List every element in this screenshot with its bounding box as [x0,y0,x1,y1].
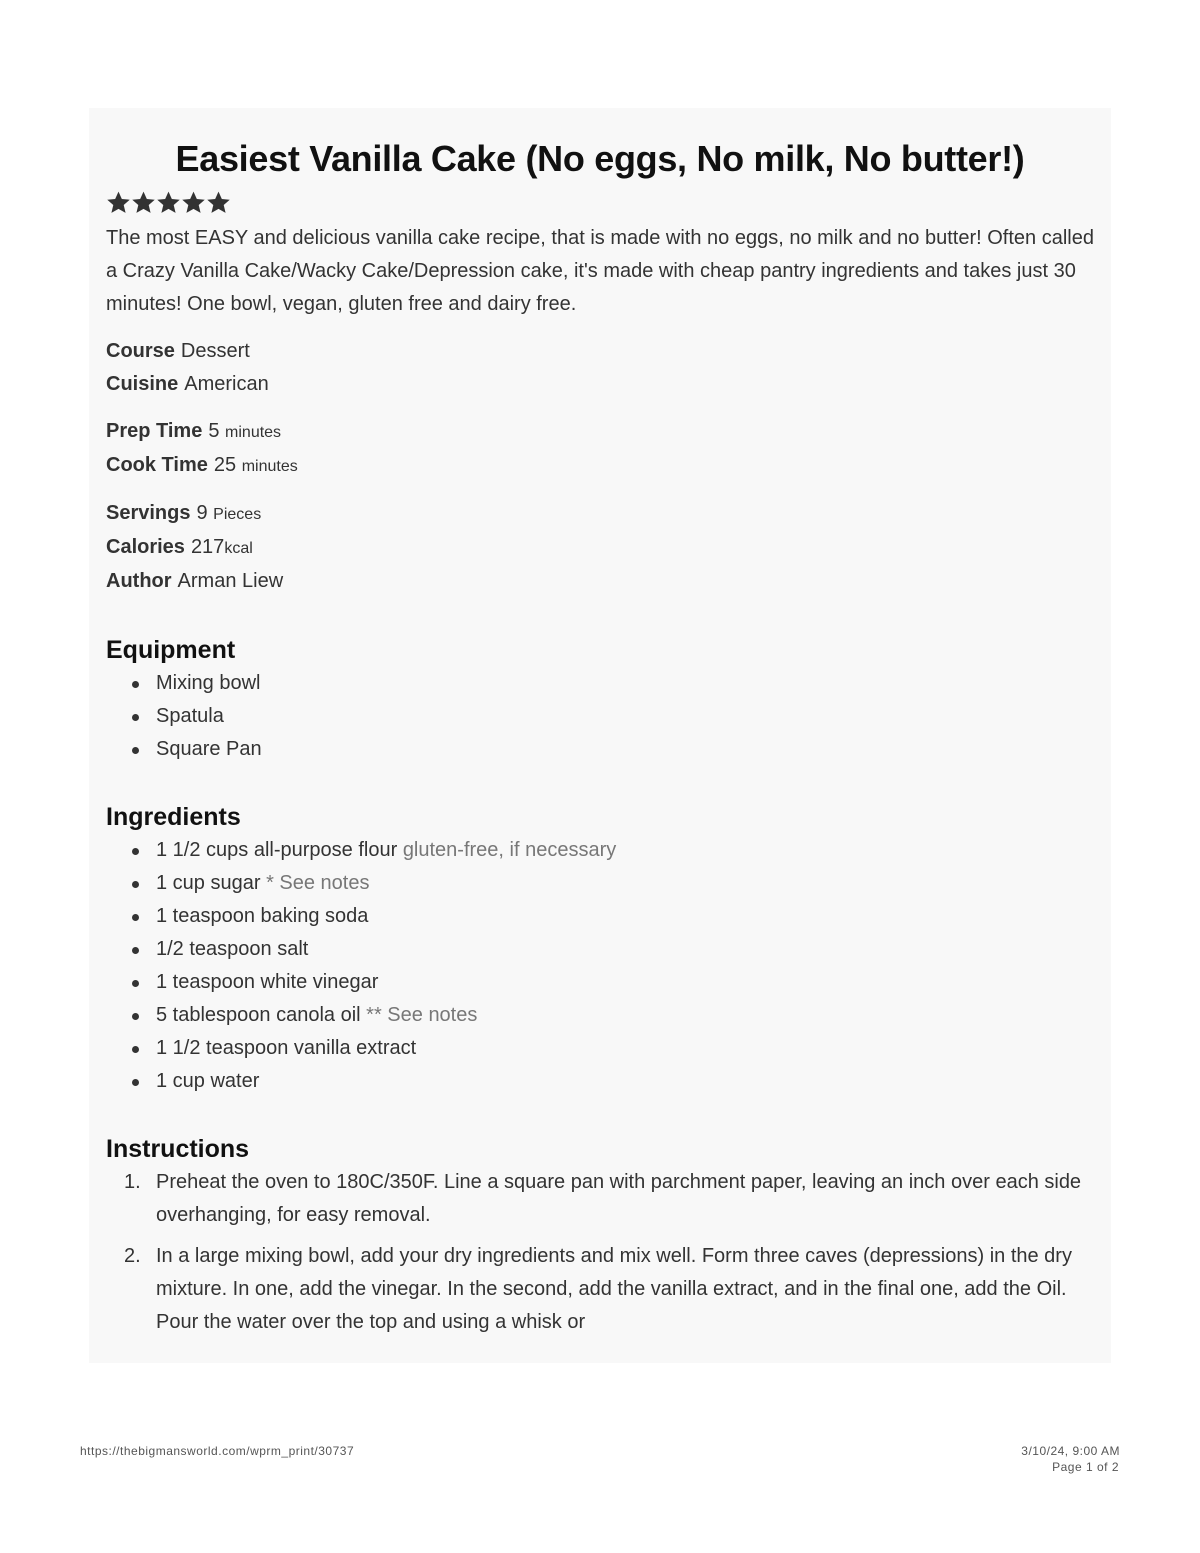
footer-page-number: Page 1 of 2 [1052,1460,1119,1474]
ingredients-section [106,800,1094,1098]
meta-prep-time [106,415,1094,449]
course-value: Dessert [180,340,250,362]
cook-time-value: 25 [213,454,237,476]
star-icon [181,190,206,215]
meta-course-cuisine [106,335,1094,401]
instruction-step [106,1166,1094,1232]
ingredient-text: 1 1/2 teaspoon vanilla extract [156,1037,417,1059]
ingredient-item [106,966,1094,999]
servings-unit: Pieces [213,506,262,523]
ingredient-text: 1 teaspoon white vinegar [156,971,379,993]
equipment-heading: Equipment [106,636,236,664]
star-icon [206,190,231,215]
equipment-list [106,667,1094,766]
recipe-card [89,108,1111,1363]
ingredient-text: 1/2 teaspoon salt [156,938,309,960]
meta-times [106,415,1094,483]
ingredient-item [106,999,1094,1032]
equipment-item: Spatula [106,700,1094,733]
meta-servings-calories-author [106,497,1094,598]
footer-datetime: 3/10/24, 9:00 AM [1021,1444,1120,1458]
ingredient-text: 1 teaspoon baking soda [156,905,369,927]
ingredient-text: 5 tablespoon canola oil [156,1004,361,1026]
meta-cuisine [106,368,1094,401]
cuisine-label: Cuisine [106,373,179,395]
cook-time-unit: minutes [241,458,298,475]
equipment-item: Mixing bowl [106,667,1094,700]
step-text: Preheat the oven to 180C/350F. Line a square pan with parchment paper, leaving an inch over each side overhanging, for easy removal. [156,1171,1082,1226]
ingredient-item [106,867,1094,900]
servings-value: 9 [196,502,208,524]
ingredient-note: * See notes [266,872,370,894]
footer-url[interactable]: https://thebigmansworld.com/wprm_print/30737 [80,1444,355,1458]
meta-calories [106,531,1094,565]
step-number: 2. [124,1245,141,1267]
equipment-section [106,633,1094,766]
prep-time-label: Prep Time [106,420,203,442]
ingredient-text: 1 1/2 cups all-purpose flour [156,839,398,861]
ingredient-item [106,933,1094,966]
recipe-title: Easiest Vanilla Cake (No eggs, No milk, No butter!) [175,138,1025,179]
star-icon [156,190,181,215]
instructions-heading: Instructions [106,1135,250,1163]
step-text: In a large mixing bowl, add your dry ingredients and mix well. Form three caves (depressions) in the dry mixture. In one, add the vinegar. In the second, add the vanilla extract, and in the final one, add the Oil. Pour the water over the top and using a whisk or [156,1245,1072,1333]
ingredient-text: 1 cup water [156,1070,260,1092]
equipment-item: Square Pan [106,733,1094,766]
author-value: Arman Liew [177,570,284,592]
calories-unit: kcal [224,540,253,557]
ingredients-heading: Ingredients [106,803,241,831]
instructions-section [106,1132,1094,1339]
star-icon [106,190,131,215]
instruction-step [106,1240,1094,1339]
meta-servings [106,497,1094,531]
ingredients-list [106,834,1094,1098]
ingredient-item [106,1065,1094,1098]
ingredient-text: 1 cup sugar [156,872,261,894]
step-number: 1. [124,1171,141,1193]
ingredient-note: gluten-free, if necessary [402,839,617,861]
servings-label: Servings [106,502,191,524]
prep-time-value: 5 [208,420,220,442]
meta-course [106,335,1094,368]
meta-author [106,565,1094,598]
ingredient-item [106,1032,1094,1065]
course-label: Course [106,340,175,362]
rating-stars [106,188,1094,216]
star-icon [131,190,156,215]
ingredient-note: ** See notes [366,1004,478,1026]
cuisine-value: American [184,373,269,395]
calories-label: Calories [106,536,185,558]
cook-time-label: Cook Time [106,454,208,476]
calories-value: 217 [190,536,225,558]
meta-cook-time [106,449,1094,483]
instructions-list [106,1166,1094,1339]
ingredient-item [106,900,1094,933]
recipe-summary: The most EASY and delicious vanilla cake recipe, that is made with no eggs, no milk and no butter! Often called a Crazy Vanilla Cake/Wacky Cake/Depression cake, it's made with cheap pantry ingredients and takes just 30 minutes! One bowl, vegan, gluten free and dairy free. [106,227,1094,315]
author-label: Author [106,570,172,592]
ingredient-item [106,834,1094,867]
prep-time-unit: minutes [225,424,282,441]
